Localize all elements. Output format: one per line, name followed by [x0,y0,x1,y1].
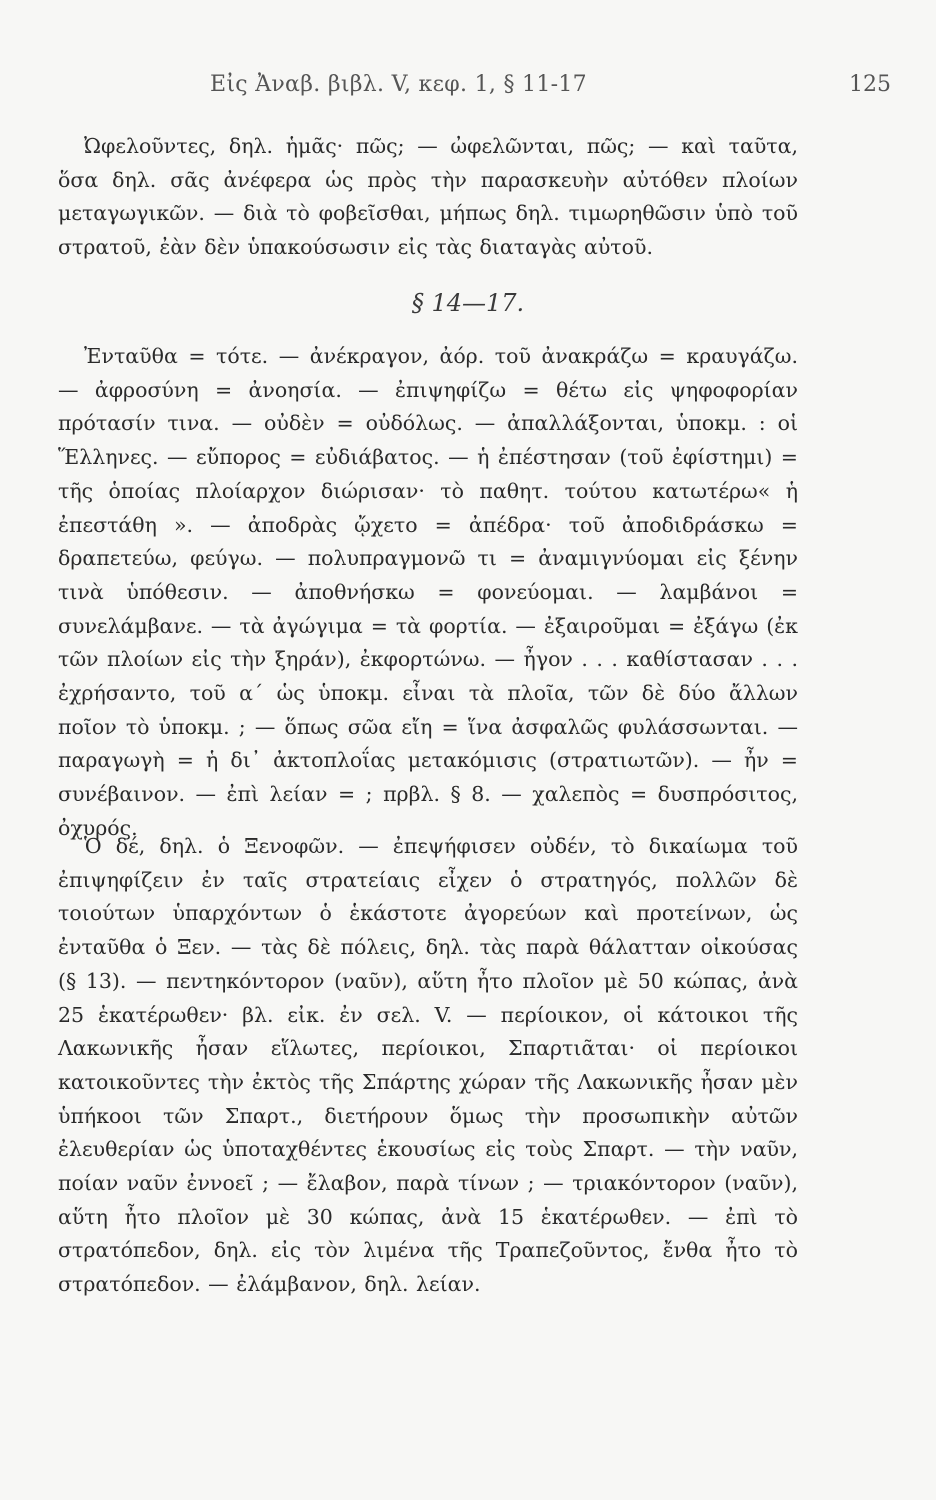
section-heading: § 14—17. [411,289,525,317]
paragraph-text: Ἐνταῦθα = τότε. — ἀνέκραγον, ἀόρ. τοῦ ἀνακράζω = κραυγάζω. — ἀφροσύνη = ἀνοησία. — ἐπιψηφίζω = θέτω εἰς ψηφοφορίαν πρότασίν τινα. — οὐδὲν = οὐδόλως. — ἀπαλλάξονται, ὑποκμ. : οἱ Ἕλληνες. — εὔπορος = εὐδιάβατος. — ἡ ἐπέστησαν (τοῦ ἐφίστημι) = τῆς ὁποίας πλοίαρχον διώρισαν· τὸ παθητ. τούτου κατωτέρω« ἡ ἐπεστάθη ». — ἀποδρὰς ᾤχετο = ἀπέδρα· τοῦ ἀποδιδράσκω = δραπετεύω, φεύγω. — πολυπραγμονῶ τι = ἀναμιγνύομαι εἰς ξένην τινὰ ὑπόθεσιν. — ἀποθνήσκω = φονεύομαι. — λαμβάνοι = συνελάμβανε. — τὰ ἀγώγιμα = τὰ φορτία. — ἐξαιροῦμαι = ἐξάγω (ἐκ τῶν πλοίων εἰς τὴν ξηράν), ἐκφορτώνω. — ἦγον . . . καθίστασαν . . . ἐχρήσαντο, τοῦ α΄ ὡς ὑποκμ. εἶναι τὰ πλοῖα, τῶν δὲ δύο ἄλλων ποῖον τὸ ὑποκμ. ; — ὅπως σῶα εἴη = ἵνα ἀσφαλῶς φυλάσσωνται. — παραγωγὴ = ἡ δι᾽ ἀκτοπλοΐας μετακόμισις (στρατιωτῶν). — ἦν = συνέβαινον. — ἐπὶ λείαν = ; πρβλ. § 8. — χαλεπὸς = δυσπρόσιτος, ὀχυρός. [58,344,798,840]
running-title: Εἰς Ἀναβ. βιβλ. V, κεφ. 1, § 11-17 [210,72,587,97]
page-number: 125 [849,72,891,97]
commentary-paragraph-3 [58,830,798,1302]
paragraph-text: Ὠφελοῦντες, δηλ. ἡμᾶς· πῶς; — ὠφελῶνται, πῶς; — καὶ ταῦτα, ὅσα δηλ. σᾶς ἀνέφερα ὡς πρὸς τὴν παρασκευὴν αὐτόθεν πλοίων μεταγωγικῶν. — διὰ τὸ φοβεῖσθαι, μήπως δηλ. τιμωρηθῶσιν ὑπὸ τοῦ στρατοῦ, ἐὰν δὲν ὑπακούσωσιν εἰς τὰς διαταγὰς αὐτοῦ. [58,134,798,260]
paragraph-text: Ὁ δέ, δηλ. ὁ Ξενοφῶν. — ἐπεψήφισεν οὐδέν, τὸ δικαίωμα τοῦ ἐπιψηφίζειν ἐν ταῖς στρατείαις εἶχεν ὁ στρατηγός, πολλῶν δὲ τοιούτων ὑπαρχόντων ὁ ἑκάστοτε ἀγορεύων καὶ προτείνων, ὡς ἐνταῦθα ὁ Ξεν. — τὰς δὲ πόλεις, δηλ. τὰς παρὰ θάλατταν οἰκούσας (§ 13). — πεντηκόντορον (ναῦν), αὕτη ἦτο πλοῖον μὲ 50 κώπας, ἀνὰ 25 ἑκατέρωθεν· βλ. εἰκ. ἐν σελ. V. — περίοικον, οἱ κάτοικοι τῆς Λακωνικῆς ἦσαν εἵλωτες, περίοικοι, Σπαρτιᾶται· οἱ περίοικοι κατοικοῦντες τὴν ἐκτὸς τῆς Σπάρτης χώραν τῆς Λακωνικῆς ἦσαν μὲν ὑπήκοοι τῶν Σπαρτ., διετήρουν ὅμως τὴν προσωπικὴν αὐτῶν ἐλευθερίαν ὡς ὑποταχθέντες ἑκουσίως εἰς τοὺς Σπαρτ. — τὴν ναῦν, ποίαν ναῦν ἐννοεῖ ; — ἔλαβον, παρὰ τίνων ; — τριακόντορον (ναῦν), αὕτη ἦτο πλοῖον μὲ 30 κώπας, ἀνὰ 15 ἑκατέρωθεν. — ἐπὶ τὸ στρατόπεδον, δηλ. εἰς τὸν λιμένα τῆς Τραπεζοῦντος, ἔνθα ἦτο τὸ στρατόπεδον. — ἐλάμβανον, δηλ. λείαν. [58,834,798,1297]
commentary-paragraph-2 [58,340,798,846]
commentary-paragraph-1 [58,130,798,265]
running-head [60,72,891,102]
